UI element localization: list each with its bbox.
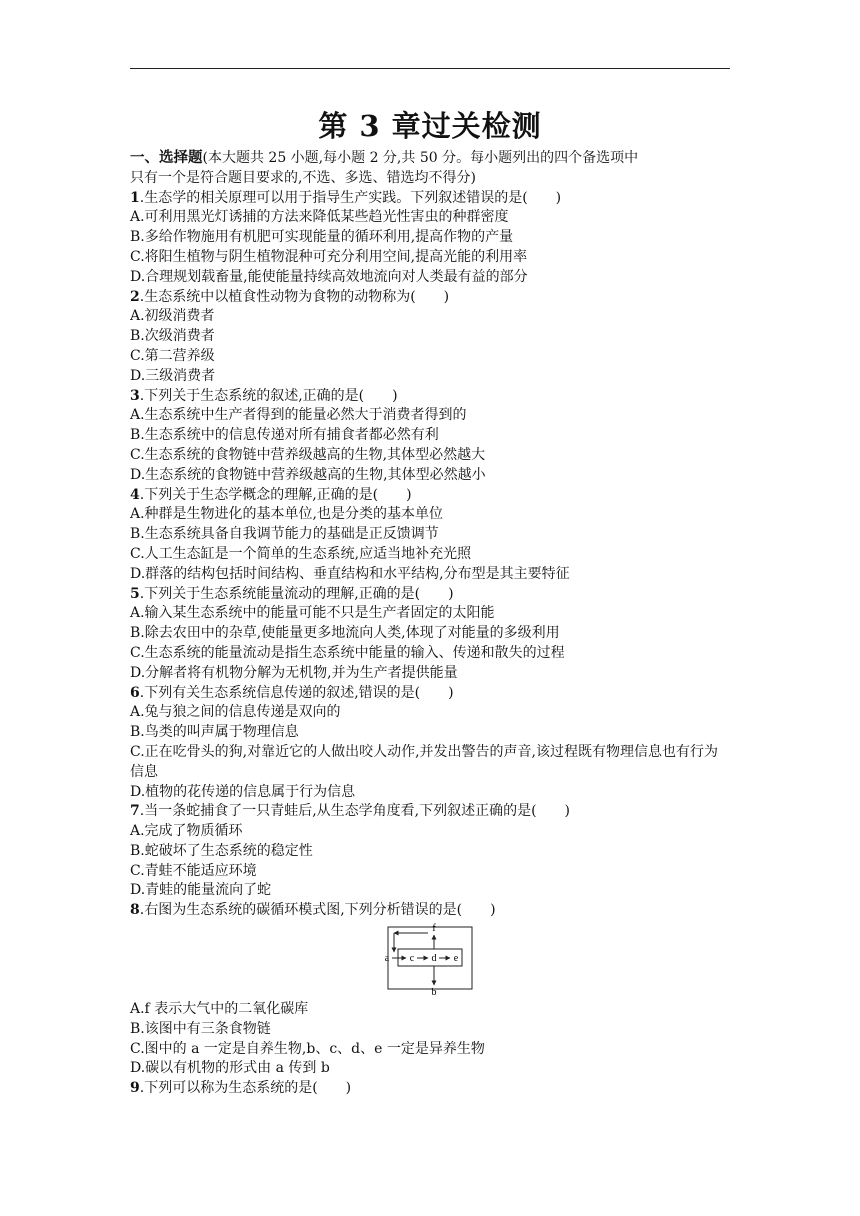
option: D.分解者将有机物分解为无机物,并为生产者提供能量 bbox=[130, 664, 458, 681]
section-heading: 一、选择题 bbox=[130, 149, 203, 166]
question-stem: 5.下列关于生态系统能量流动的理解,正确的是( ) bbox=[130, 585, 454, 602]
option: D.碳以有机物的形式由 a 传到 b bbox=[130, 1060, 330, 1077]
option: A.输入某生态系统中的能量可能不只是生产者固定的太阳能 bbox=[130, 605, 495, 622]
option: B.该图中有三条食物链 bbox=[130, 1020, 271, 1037]
option: C.青蛙不能适应环境 bbox=[130, 862, 257, 879]
option: B.蛇破坏了生态系统的稳定性 bbox=[130, 842, 313, 859]
option: C.正在吃骨头的狗,对靠近它的人做出咬人动作,并发出警告的声音,该过程既有物理信息也有行为信息 bbox=[130, 743, 719, 780]
question-stem: 2.生态系统中以植食性动物为食物的动物称为( ) bbox=[130, 288, 450, 305]
option: A.生态系统中生产者得到的能量必然大于消费者得到的 bbox=[130, 407, 467, 424]
question-stem: 1.生态学的相关原理可以用于指导生产实践。下列叙述错误的是( ) bbox=[130, 189, 562, 206]
option: D.合理规划载畜量,能使能量持续高效地流向对人类最有益的部分 bbox=[130, 268, 528, 285]
section-desc-2: 只有一个是符合题目要求的,不选、多选、错选均不得分) bbox=[130, 169, 476, 186]
question-stem: 8.右图为生态系统的碳循环模式图,下列分析错误的是( ) bbox=[130, 902, 496, 919]
top-rule bbox=[130, 68, 730, 69]
question-stem: 6.下列有关生态系统信息传递的叙述,错误的是( ) bbox=[130, 684, 454, 701]
option: C.人工生态缸是一个简单的生态系统,应适当地补充光照 bbox=[130, 545, 472, 562]
question-stem: 7.当一条蛇捕食了一只青蛙后,从生态学角度看,下列叙述正确的是( ) bbox=[130, 803, 571, 820]
option: C.图中的 a 一定是自养生物,b、c、d、e 一定是异养生物 bbox=[130, 1040, 485, 1057]
option: D.青蛙的能量流向了蛇 bbox=[130, 882, 272, 899]
carbon-cycle-diagram bbox=[130, 923, 730, 997]
option: A.兔与狼之间的信息传递是双向的 bbox=[130, 704, 341, 721]
option: A.初级消费者 bbox=[130, 308, 215, 325]
question-stem: 9.下列可以称为生态系统的是( ) bbox=[130, 1080, 352, 1097]
question-list bbox=[130, 148, 730, 1099]
option: B.多给作物施用有机肥可实现能量的循环利用,提高作物的产量 bbox=[130, 229, 514, 246]
option: B.生态系统具备自我调节能力的基础是正反馈调节 bbox=[130, 526, 439, 543]
option: D.生态系统的食物链中营养级越高的生物,其体型必然越小 bbox=[130, 466, 486, 483]
option: A.f 表示大气中的二氧化碳库 bbox=[130, 1001, 309, 1018]
option: C.第二营养级 bbox=[130, 347, 215, 364]
node-d: d bbox=[431, 953, 437, 965]
node-e: e bbox=[453, 953, 459, 965]
node-f: f bbox=[432, 923, 436, 935]
question-stem: 3.下列关于生态系统的叙述,正确的是( ) bbox=[130, 387, 398, 404]
node-a: a bbox=[384, 953, 390, 965]
option: C.将阳生植物与阴生植物混种可充分利用空间,提高光能的利用率 bbox=[130, 248, 528, 265]
option: B.次级消费者 bbox=[130, 328, 215, 345]
option: D.三级消费者 bbox=[130, 367, 216, 384]
section-desc-1: (本大题共 25 小题,每小题 2 分,共 50 分。每小题列出的四个备选项中 bbox=[202, 150, 639, 166]
option: B.除去农田中的杂草,使能量更多地流向人类,体现了对能量的多级利用 bbox=[130, 625, 560, 642]
node-c: c bbox=[409, 953, 415, 965]
option: A.种群是生物进化的基本单位,也是分类的基本单位 bbox=[130, 506, 444, 523]
option: A.可利用黑光灯诱捕的方法来降低某些趋光性害虫的种群密度 bbox=[130, 209, 509, 226]
node-b: b bbox=[431, 987, 437, 998]
option: D.群落的结构包括时间结构、垂直结构和水平结构,分布型是其主要特征 bbox=[130, 565, 570, 582]
option: C.生态系统的食物链中营养级越高的生物,其体型必然越大 bbox=[130, 446, 486, 463]
page-title: 第 3 章过关检测 bbox=[318, 109, 542, 143]
carbon-cycle-figure bbox=[382, 923, 478, 997]
inner-frame bbox=[398, 949, 462, 966]
question-stem: 4.下列关于生态学概念的理解,正确的是( ) bbox=[130, 486, 412, 503]
option: B.生态系统中的信息传递对所有捕食者都必然有利 bbox=[130, 427, 439, 444]
option: B.鸟类的叫声属于物理信息 bbox=[130, 724, 299, 741]
option: A.完成了物质循环 bbox=[130, 823, 243, 840]
option: C.生态系统的能量流动是指生态系统中能量的输入、传递和散失的过程 bbox=[130, 644, 565, 661]
option: D.植物的花传递的信息属于行为信息 bbox=[130, 783, 356, 800]
